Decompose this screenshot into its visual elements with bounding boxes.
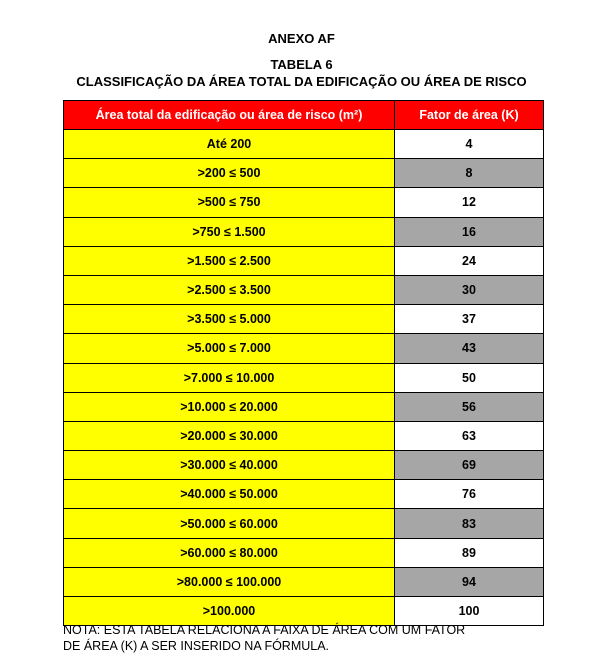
area-factor-cell: 8 — [395, 159, 544, 188]
area-range-cell: >7.000 ≤ 10.000 — [64, 363, 395, 392]
area-range-cell: >80.000 ≤ 100.000 — [64, 567, 395, 596]
table-row — [64, 392, 544, 421]
note-line-1: NOTA: ESTA TABELA RELACIONA A FAIXA DE ÁREA COM UM FATOR — [63, 623, 466, 637]
area-range-cell: >750 ≤ 1.500 — [64, 217, 395, 246]
column-header-factor: Fator de área (K) — [395, 101, 544, 130]
area-range-cell: Até 200 — [64, 130, 395, 159]
area-factor-cell: 63 — [395, 421, 544, 450]
table-row — [64, 538, 544, 567]
area-factor-cell: 43 — [395, 334, 544, 363]
area-factor-cell: 56 — [395, 392, 544, 421]
table-row — [64, 305, 544, 334]
area-factor-cell: 16 — [395, 217, 544, 246]
table-row — [64, 421, 544, 450]
note-line-2: DE ÁREA (K) A SER INSERIDO NA FÓRMULA. — [63, 639, 330, 653]
area-range-cell: >1.500 ≤ 2.500 — [64, 246, 395, 275]
area-factor-cell: 4 — [395, 130, 544, 159]
area-factor-cell: 37 — [395, 305, 544, 334]
area-factor-cell: 94 — [395, 567, 544, 596]
area-range-cell: >20.000 ≤ 30.000 — [64, 421, 395, 450]
area-factor-table — [63, 100, 544, 626]
area-range-cell: >50.000 ≤ 60.000 — [64, 509, 395, 538]
area-range-cell: >200 ≤ 500 — [64, 159, 395, 188]
table-row — [64, 217, 544, 246]
area-range-cell: >3.500 ≤ 5.000 — [64, 305, 395, 334]
table-title: CLASSIFICAÇÃO DA ÁREA TOTAL DA EDIFICAÇÃO OU ÁREA DE RISCO — [76, 74, 527, 89]
area-range-cell: >10.000 ≤ 20.000 — [64, 392, 395, 421]
table-row — [64, 246, 544, 275]
table-row — [64, 334, 544, 363]
area-range-cell: >500 ≤ 750 — [64, 188, 395, 217]
table-note — [63, 622, 563, 654]
area-range-cell: >100.000 — [64, 597, 395, 626]
area-range-cell: >60.000 ≤ 80.000 — [64, 538, 395, 567]
table-row — [64, 130, 544, 159]
table-row — [64, 188, 544, 217]
table-header-row — [64, 101, 544, 130]
table-row — [64, 509, 544, 538]
column-header-area: Área total da edificação ou área de risco (m²) — [64, 101, 395, 130]
area-factor-cell: 83 — [395, 509, 544, 538]
table-body — [64, 130, 544, 626]
area-range-cell: >2.500 ≤ 3.500 — [64, 275, 395, 304]
table-row — [64, 159, 544, 188]
annex-title: ANEXO AF — [268, 31, 335, 46]
table-row — [64, 451, 544, 480]
area-factor-cell: 76 — [395, 480, 544, 509]
table-row — [64, 363, 544, 392]
area-range-cell: >5.000 ≤ 7.000 — [64, 334, 395, 363]
area-factor-cell: 30 — [395, 275, 544, 304]
area-factor-cell: 69 — [395, 451, 544, 480]
table-row — [64, 275, 544, 304]
table-row — [64, 480, 544, 509]
area-range-cell: >30.000 ≤ 40.000 — [64, 451, 395, 480]
area-factor-cell: 89 — [395, 538, 544, 567]
table-number: TABELA 6 — [270, 57, 333, 72]
table-row — [64, 567, 544, 596]
area-factor-cell: 24 — [395, 246, 544, 275]
area-range-cell: >40.000 ≤ 50.000 — [64, 480, 395, 509]
area-factor-cell: 50 — [395, 363, 544, 392]
area-factor-cell: 12 — [395, 188, 544, 217]
area-factor-cell: 100 — [395, 597, 544, 626]
